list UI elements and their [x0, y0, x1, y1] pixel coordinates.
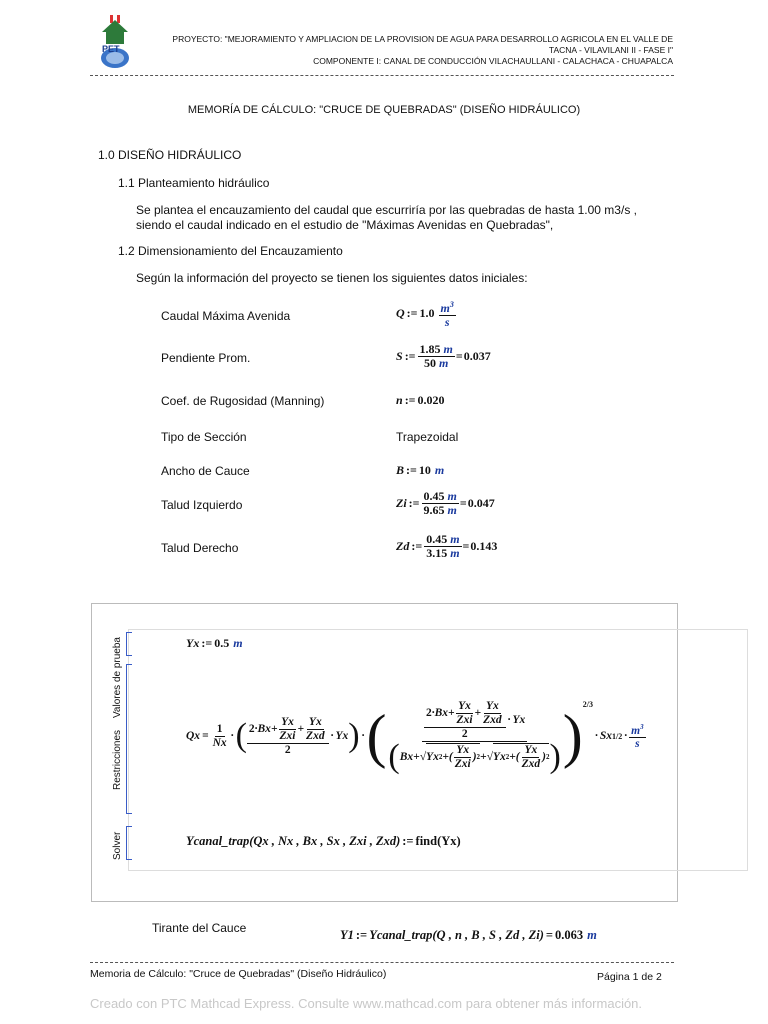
sqrt-right: √ Yx 2 +( $\frac{Yx}{\text{Zxd}}$ ) 2: [486, 744, 550, 770]
numerator: 1: [216, 722, 223, 735]
exponent: 2: [545, 753, 550, 761]
page-number: Página 1 de 2: [597, 971, 662, 983]
var-yx: Yx: [281, 715, 294, 728]
var-zd: Zd: [396, 539, 410, 553]
label-valores-prueba: Valores de prueba: [112, 637, 123, 718]
unit-m3s: [629, 721, 645, 752]
project-title-line1: PROYECTO: "MEJORAMIENTO Y AMPLIACION DE LA PROVISION DE AGUA PARA DESARROLLO AGRICOLA EN EL VALLE DE: [172, 34, 673, 44]
intro-paragraph: Según la información del proyecto se tienen los siguientes datos iniciales:: [136, 271, 528, 285]
var-yx: Yx: [458, 700, 471, 712]
fraction-1-over-nx: [211, 723, 229, 750]
unit-m: m: [447, 489, 457, 503]
solver-function-name: Ycanal_trap: [186, 834, 250, 848]
var-yx: Yx: [186, 636, 200, 650]
param-expr-ancho: [396, 463, 444, 478]
param-label-caudal: Caudal Máxima Avenida: [161, 309, 291, 323]
equals-op: =: [545, 928, 553, 942]
value-b: 10: [418, 463, 431, 477]
unit-m: m: [443, 342, 453, 356]
equals-op: =: [202, 730, 209, 742]
manning-constraint-equation: Qx = $\frac{1}{Nx}$ · ( 2 · Bx + $\frac{Yx}{\text{Zxi}}$ + $\frac{Yx}{\text{Zxd}}$ 2 · Yx ) · ( 2 · Bx + $\frac{Yx}{\text{Zxi}}$ + $\frac{Yx}{\text{Zxd}}$ 2 · Yx ( Bx + √ Yx 2 +( $\frac{Yx}{\text{Zxi}}$ ) 2 + √ Yx 2 +( $\frac{Yx}{\text{Zxd}}$ ) 2 ) ) $^{2/3}$ · Sx 1/2 · $\frac{m^3}{s}$: [186, 700, 644, 775]
fraction: [418, 343, 455, 370]
assign-op: :=: [411, 539, 423, 553]
unit-m: m: [440, 301, 450, 315]
unit-m: m: [450, 546, 460, 560]
exponent: 2: [438, 753, 443, 761]
solver-definition: [186, 834, 461, 849]
unit-m: m: [434, 463, 445, 477]
param-expr-rugosidad: [396, 393, 445, 408]
unit-s: s: [444, 315, 450, 329]
unit-exp: 3: [640, 722, 644, 731]
mathcad-watermark: Creado con PTC Mathcad Express. Consulte www.mathcad.com para obtener más información.: [90, 996, 643, 1011]
var-zxd: Zxd: [483, 714, 502, 726]
label-solver: Solver: [112, 831, 123, 860]
var-zxi: Zxi: [456, 714, 473, 726]
label-restricciones: Restricciones: [112, 729, 123, 790]
var-s: S: [396, 349, 403, 363]
assign-op: :=: [355, 928, 368, 942]
exponent-one-half: 1/2: [612, 731, 623, 741]
result-zi: 0.047: [467, 496, 495, 510]
param-expr-talud-der: [396, 533, 497, 560]
param-label-talud-izq: Talud Izquierdo: [161, 498, 243, 512]
denominator: 3.15: [426, 546, 448, 560]
var-zi: Zi: [396, 496, 407, 510]
const-two: 2: [425, 707, 432, 719]
var-sx: Sx: [599, 730, 613, 742]
equals-op: =: [459, 496, 467, 510]
assign-op: :=: [201, 636, 213, 650]
const-two: 2: [248, 722, 255, 735]
fraction: [422, 490, 459, 517]
param-expr-caudal: [396, 298, 456, 329]
unit-m: m: [233, 636, 243, 650]
param-label-talud-der: Talud Derecho: [161, 541, 239, 555]
equals-op: =: [455, 349, 463, 363]
project-title-line2: TACNA - VILAVILANI II - FASE I": [548, 45, 673, 55]
unit-s: s: [635, 738, 640, 751]
var-yx: Yx: [426, 751, 439, 763]
var-q: Q: [396, 306, 405, 320]
numerator: 0.45: [426, 532, 448, 546]
exponent: 2: [505, 753, 510, 761]
footer-rule: [90, 962, 674, 963]
var-bx: Bx: [257, 722, 271, 735]
param-label-pendiente: Pendiente Prom.: [161, 351, 251, 365]
solver-args: (Qx , Nx , Bx , Sx , Zxi , Zxd): [249, 834, 401, 848]
paren-left: (: [235, 717, 247, 754]
param-expr-talud-izq: [396, 490, 495, 517]
assign-op: :=: [406, 306, 418, 320]
paren-left: (: [388, 738, 400, 775]
denominator: 9.65: [423, 503, 445, 517]
assign-op: :=: [406, 463, 417, 477]
var-yx: Yx: [456, 744, 470, 756]
equals-op: =: [462, 539, 470, 553]
var-yx: Yx: [485, 700, 499, 712]
var-yx: Yx: [492, 751, 506, 763]
fraction-hydraulic-radius: 2 · Bx + $\frac{Yx}{\text{Zxi}}$ + $\frac{Yx}{\text{Zxd}}$ 2 · Yx ( Bx + √ Yx 2 +( $\frac{Yx}{\text{Zxi}}$ ) 2 + √ Yx 2 +( $\frac{Yx}{\text{Zxd}}$ ) 2 ): [388, 700, 561, 775]
tirante-expression: [340, 928, 597, 943]
var-y1: Y1: [340, 928, 354, 942]
result-zd: 0.143: [470, 539, 498, 553]
var-yx: Yx: [335, 730, 349, 742]
param-value-tipo: Trapezoidal: [396, 430, 459, 444]
assign-op: :=: [404, 349, 416, 363]
logo-text: PET: [102, 44, 120, 54]
var-b: B: [396, 463, 405, 477]
paren-right-big: ): [562, 703, 583, 769]
exponent: 2: [476, 753, 481, 761]
tirante-label: Tirante del Cauce: [152, 921, 247, 935]
value-n: 0.020: [417, 393, 445, 407]
numerator: 1.85: [419, 342, 441, 356]
const-two: 2: [284, 743, 291, 756]
section-heading: 1.0 DISEÑO HIDRÁULICO: [98, 148, 242, 162]
numerator: 0.45: [423, 489, 445, 503]
header-rule: [90, 75, 674, 76]
find-function: find: [415, 834, 438, 848]
param-label-ancho: Ancho de Cauce: [161, 464, 250, 478]
fraction: [424, 533, 461, 560]
bracket-solver: [126, 826, 132, 860]
unit-m: m: [439, 356, 449, 370]
denominator: 50: [424, 356, 437, 370]
var-zxi: Zxi: [279, 729, 296, 742]
document-title: MEMORÍA DE CÁLCULO: "CRUCE DE QUEBRADAS" (DISEÑO HIDRÁULICO): [187, 104, 581, 116]
unit-exp: 3: [449, 300, 454, 309]
unit-m: m: [631, 724, 641, 737]
param-label-tipo: Tipo de Sección: [161, 430, 247, 444]
var-n: n: [396, 393, 403, 407]
var-yx: Yx: [524, 744, 538, 756]
var-zxi: Zxi: [454, 758, 471, 770]
result-y1: 0.063: [554, 928, 584, 942]
subsection-heading-1-2: 1.2 Dimensionamiento del Encauzamiento: [118, 244, 343, 258]
footer-title: Memoria de Cálculo: "Cruce de Quebradas" (Diseño Hidráulico): [90, 968, 387, 980]
sqrt-left: √ Yx 2 +( $\frac{Yx}{\text{Zxi}}$ ) 2: [419, 744, 481, 770]
unit-m3s: [439, 298, 456, 329]
param-expr-pendiente: [396, 343, 491, 370]
bracket-restricciones: [126, 664, 132, 814]
var-zxd: Zxd: [521, 758, 541, 770]
paren-right: ): [348, 717, 360, 754]
param-label-rugosidad: Coef. de Rugosidad (Manning): [161, 394, 325, 408]
value-yx: 0.5: [214, 636, 230, 650]
paragraph-line: siendo el caudal indicado en el estudio de "Máximas Avenidas en Quebradas",: [136, 218, 554, 232]
paren-right: ): [549, 738, 561, 775]
bracket-valores: [126, 632, 132, 656]
denominator: Nx: [212, 736, 227, 749]
value-q: 1.0: [419, 306, 435, 320]
var-bx: Bx: [434, 707, 448, 719]
result-s: 0.037: [463, 349, 491, 363]
var-bx: Bx: [399, 750, 414, 763]
const-two: 2: [461, 728, 468, 740]
function-name: Ycanal_trap: [369, 928, 433, 942]
var-zxd: Zxd: [306, 729, 325, 742]
unit-m: m: [447, 503, 457, 517]
assign-op: :=: [404, 393, 416, 407]
component-title: COMPONENTE I: CANAL DE CONDUCCIÓN VILACHAULLANI - CALACHACA - CHUAPALCA: [313, 56, 673, 66]
function-args: (Q , n , B , S , Zd , Zi): [432, 928, 544, 942]
assign-op: :=: [408, 496, 420, 510]
paragraph-line: Se plantea el encauzamiento del caudal que escurriría por las quebradas de hasta 1.00 m3/s ,: [136, 203, 637, 217]
unit-m: m: [450, 532, 460, 546]
paren-left-big: (: [366, 703, 387, 769]
var-yx: Yx: [512, 714, 526, 726]
var-yx: Yx: [308, 715, 322, 728]
unit-m: m: [587, 928, 597, 942]
exponent-two-thirds: 2/3: [582, 700, 594, 709]
fraction-area: 2 · Bx + $\frac{Yx}{\text{Zxi}}$ + $\frac{Yx}{\text{Zxd}}$ 2: [247, 716, 329, 757]
subsection-heading-1-1: 1.1 Planteamiento hidráulico: [118, 176, 270, 190]
assign-op: :=: [402, 834, 414, 848]
find-arg: (Yx): [437, 834, 461, 848]
var-qx: Qx: [186, 730, 201, 742]
trial-value-yx: [186, 636, 243, 651]
